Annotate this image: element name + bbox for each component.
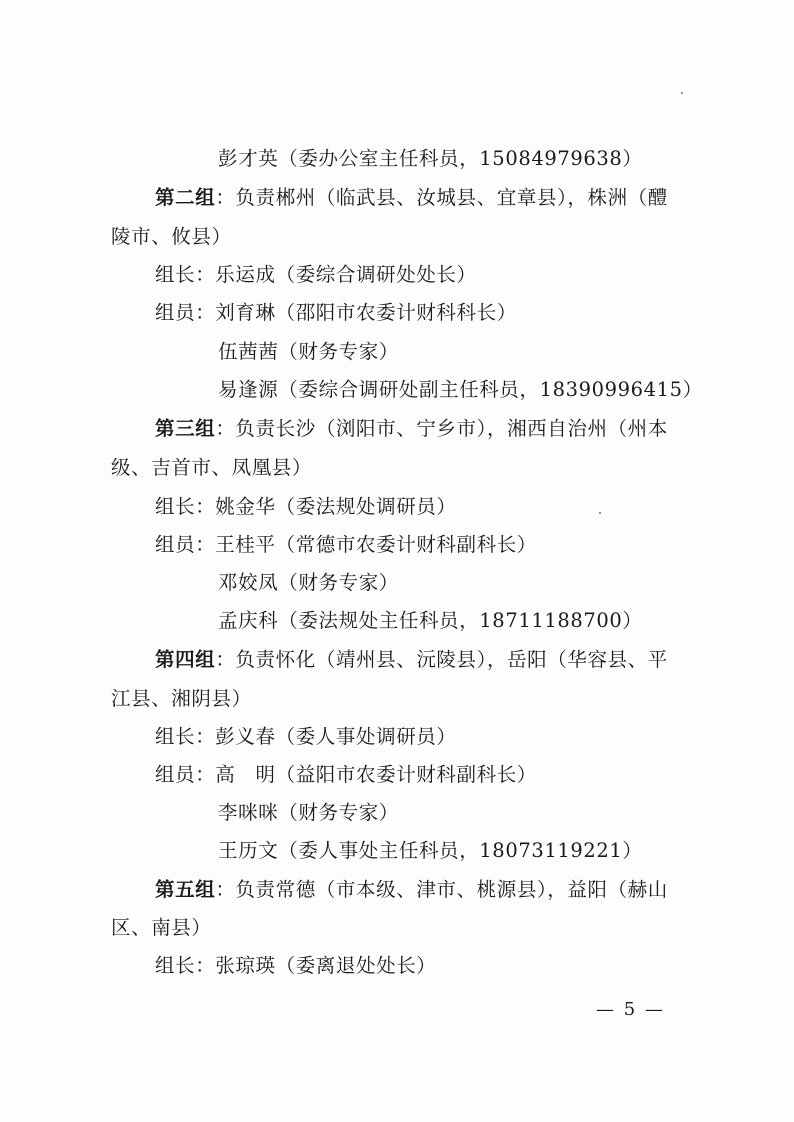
group-4-label: 第四组 (155, 648, 216, 671)
group-2-leader: 组长：乐运成（委综合调研处处长） (155, 263, 477, 286)
scan-speck (681, 92, 683, 94)
group-3-members: 组员：王桂平（常德市农委计财科副科长） (155, 533, 537, 556)
group-2-heading (155, 185, 668, 211)
group-4-leader: 组长：彭义春（委人事处调研员） (155, 725, 457, 748)
scan-speck (599, 512, 601, 514)
group-5-label: 第五组 (155, 878, 216, 901)
group-3-member-2: 邓姣凤（财务专家） (218, 571, 399, 594)
group-5-leader: 组长：张琼瑛（委离退处处长） (155, 954, 437, 977)
group-2-scope: ：负责郴州（临武县、汝城县、宜章县），株洲（醴 (215, 186, 668, 209)
group-2-members: 组员：刘育琳（邵阳市农委计财科科长） (155, 301, 517, 324)
group-2-label: 第二组 (155, 186, 216, 209)
page-number: — 5 — (596, 999, 665, 1020)
group-3-scope-cont: 级、吉首市、凤凰县） (111, 456, 313, 479)
group-5-scope-cont: 区、南县） (111, 916, 212, 939)
group-2-member-3: 易逢源（委综合调研处副主任科员，18390996415） (218, 378, 703, 401)
group-5-heading (155, 877, 668, 903)
group-4-member-2: 李咪咪（财务专家） (218, 801, 399, 824)
group-4-scope-cont: 江县、湘阴县） (111, 687, 252, 710)
group-3-scope: ：负责长沙（浏阳市、宁乡市），湘西自治州（州本 (215, 417, 668, 440)
group-5-scope: ：负责常德（市本级、津市、桃源县），益阳（赫山 (215, 878, 668, 901)
group-3-leader: 组长：姚金华（委法规处调研员） (155, 495, 457, 518)
group-3-heading (155, 416, 668, 442)
group-4-member-3: 王历文（委人事处主任科员，18073119221） (218, 839, 643, 862)
group-3-label: 第三组 (155, 417, 216, 440)
group-4-scope: ：负责怀化（靖州县、沅陵县），岳阳（华容县、平 (215, 648, 668, 671)
group-2-scope-cont: 陵市、攸县） (111, 225, 232, 248)
group-2-member-2: 伍茜茜（财务专家） (218, 340, 399, 363)
group-3-member-3: 孟庆科（委法规处主任科员，18711188700） (218, 609, 643, 632)
group-4-heading (155, 647, 668, 673)
group-4-members: 组员：高 明（益阳市农委计财科副科长） (155, 763, 537, 786)
member-peng-caiying: 彭才英（委办公室主任科员，15084979638） (218, 147, 643, 170)
